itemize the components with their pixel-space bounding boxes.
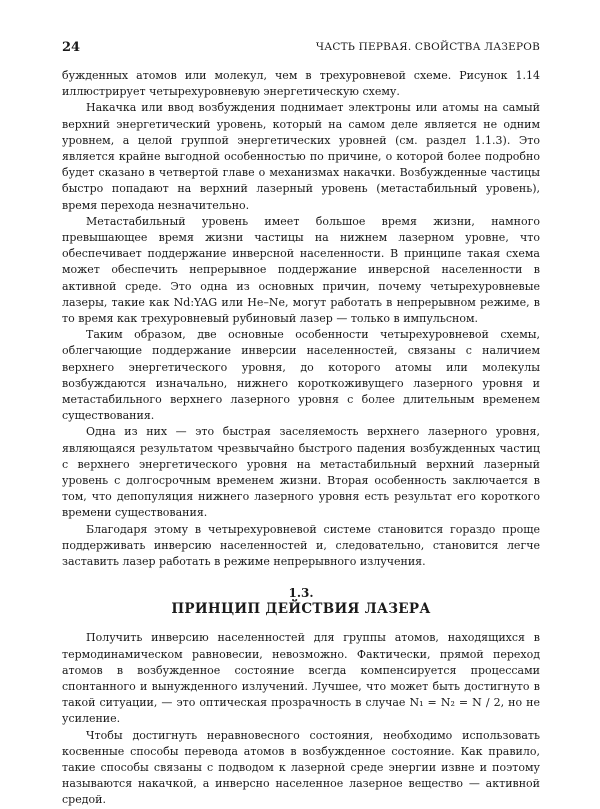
running-head: ЧАСТЬ ПЕРВАЯ. СВОЙСТВА ЛАЗЕРОВ — [315, 41, 540, 53]
page-header — [62, 40, 540, 58]
body-text — [62, 68, 540, 809]
section-title: ПРИНЦИП ДЕЙСТВИЯ ЛАЗЕРА — [171, 601, 431, 618]
paragraph: Одна из них — это быстрая заселяемость верхнего лазерного уровня, являющаяся результатом чрезвычайно быстрого падения возбужденных частиц с верхнего энергетического уровня на метастабильный верхний лазерный уровень с долгосрочным временем жизни. Вторая особенность заключается в том, что депопуляция нижнего лазерного уровня есть результат его короткого времени существования. — [62, 425, 540, 520]
paragraph: Чтобы достигнуть неравновесного состояния, необходимо использовать косвенные способы перевода атомов в возбужденное состояние. Как правило, такие способы связаны с подводом к лазерной среде энергии извне и поэтому называются накачкой, а инверсно населенное лазерное вещество — активной средой. — [62, 728, 540, 807]
paragraph: бужденных атомов или молекул, чем в трехуровневой схеме. Рисунок 1.14 иллюстрирует четырехуровневую энергетическую схему. — [62, 69, 540, 99]
paragraph: Благодаря этому в четырехуровневой системе становится гораздо проще поддерживать инверсию населенностей и, следовательно, становится легче заставить лазер работать в режиме непрерывного излучения. — [62, 522, 540, 569]
section-heading — [62, 586, 540, 618]
page-number: 24 — [62, 40, 81, 55]
paragraph: Накачка или ввод возбуждения поднимает электроны или атомы на самый верхний энергетический уровень, который на самом деле является не одним уровнем, а целой группой энергетических уровней (см. раздел 1.1.3). Это является крайне выгодной особенностью по причине, о которой более подробно будет сказано в четвертой главе о механизмах накачки. Возбужденные частицы быстро попадают на верхний лазерный уровень (метастабильный уровень), время перехода незначительно. — [62, 101, 540, 212]
section-number: 1.3. — [288, 586, 314, 601]
paragraph: Таким образом, две основные особенности четырехуровневой схемы, облегчающие поддержание инверсии населенностей, связаны с наличием верхнего энергетического уровня, до которого атомы или молекулы возбуждаются изначально, нижнего короткоживущего лазерного уровня и метастабильного верхнего лазерного уровня с более длительным временем существования. — [62, 328, 540, 423]
paragraph: Метастабильный уровень имеет большое время жизни, намного превышающее время жизни частицы на нижнем лазерном уровне, что обеспечивает поддержание инверсной населенности. В принципе такая схема может обеспечить непрерывное поддержание инверсной населенности в активной среде. Это одна из основных причин, почему четырехуровневые лазеры, такие как Nd:YAG или He–Ne, могут работать в непрерывном режиме, в то время как трехуровневый рубиновый лазер — только в импульсном. — [62, 214, 540, 326]
paragraph: Получить инверсию населенностей для группы атомов, находящихся в термодинамическом равновесии, невозможно. Фактически, прямой переход атомов в возбужденное состояние всегда компенсируется процессами спонтанного и вынужденного излучений. Лучшее, что может быть достигнуто в такой ситуации, — это оптическая прозрачность в случае N₁ = N₂ = N / 2, но не усиление. — [62, 631, 540, 726]
